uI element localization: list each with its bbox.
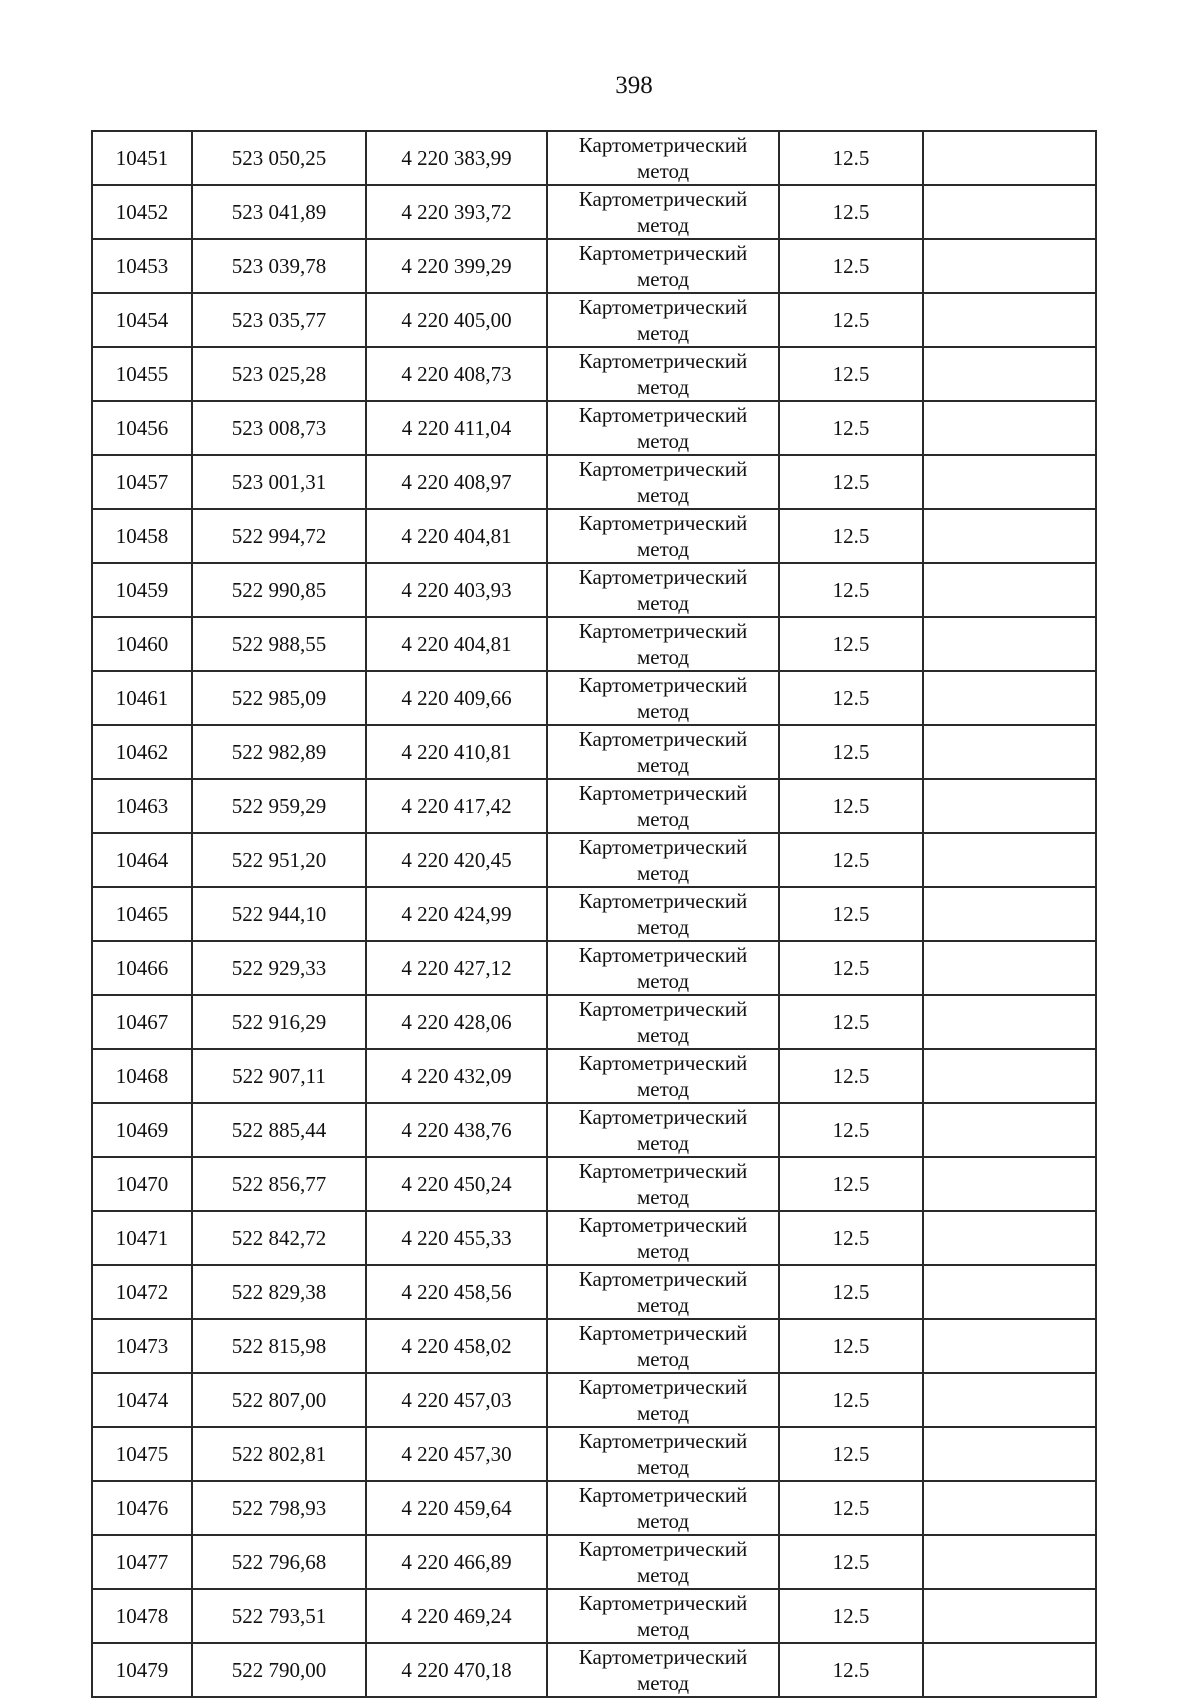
accuracy-cell: 12.5	[779, 779, 923, 833]
note-cell	[923, 563, 1096, 617]
method-line-2: метод	[636, 159, 690, 183]
x-coordinate-cell: 522 790,00	[192, 1643, 366, 1697]
note-cell	[923, 1643, 1096, 1697]
method-cell	[547, 293, 779, 347]
method-line-2: метод	[636, 1617, 690, 1641]
note-cell	[923, 725, 1096, 779]
y-coordinate-cell: 4 220 403,93	[366, 563, 547, 617]
method-line-2: метод	[636, 1185, 690, 1209]
method-line-2: метод	[636, 1401, 690, 1425]
accuracy-cell: 12.5	[779, 1643, 923, 1697]
method-line-2: метод	[636, 591, 690, 615]
y-coordinate-cell: 4 220 409,66	[366, 671, 547, 725]
point-number-cell: 10467	[92, 995, 192, 1049]
table-row	[92, 347, 1096, 401]
table-row	[92, 1103, 1096, 1157]
method-cell	[547, 347, 779, 401]
x-coordinate-cell: 522 798,93	[192, 1481, 366, 1535]
note-cell	[923, 239, 1096, 293]
method-line-1: Картометрический	[578, 241, 748, 265]
method-line-1: Картометрический	[578, 1537, 748, 1561]
note-cell	[923, 509, 1096, 563]
y-coordinate-cell: 4 220 405,00	[366, 293, 547, 347]
method-line-2: метод	[636, 267, 690, 291]
method-line-2: метод	[636, 753, 690, 777]
method-cell	[547, 995, 779, 1049]
point-number-cell: 10470	[92, 1157, 192, 1211]
y-coordinate-cell: 4 220 424,99	[366, 887, 547, 941]
accuracy-cell: 12.5	[779, 509, 923, 563]
method-line-2: метод	[636, 915, 690, 939]
point-number-cell: 10475	[92, 1427, 192, 1481]
point-number-cell: 10451	[92, 131, 192, 185]
method-line-1: Картометрический	[578, 727, 748, 751]
method-line-1: Картометрический	[578, 1375, 748, 1399]
table-row	[92, 239, 1096, 293]
method-cell	[547, 1265, 779, 1319]
method-line-2: метод	[636, 1131, 690, 1155]
method-line-2: метод	[636, 1509, 690, 1533]
x-coordinate-cell: 522 856,77	[192, 1157, 366, 1211]
y-coordinate-cell: 4 220 404,81	[366, 509, 547, 563]
y-coordinate-cell: 4 220 393,72	[366, 185, 547, 239]
table-row	[92, 455, 1096, 509]
point-number-cell: 10468	[92, 1049, 192, 1103]
note-cell	[923, 401, 1096, 455]
method-cell	[547, 131, 779, 185]
method-cell	[547, 779, 779, 833]
method-line-1: Картометрический	[578, 457, 748, 481]
method-line-1: Картометрический	[578, 511, 748, 535]
accuracy-cell: 12.5	[779, 185, 923, 239]
table-row	[92, 995, 1096, 1049]
method-cell	[547, 887, 779, 941]
method-line-1: Картометрический	[578, 1105, 748, 1129]
table-row	[92, 1427, 1096, 1481]
table-row	[92, 563, 1096, 617]
method-cell	[547, 617, 779, 671]
method-line-1: Картометрический	[578, 1267, 748, 1291]
method-cell	[547, 1049, 779, 1103]
method-line-1: Картометрический	[578, 295, 748, 319]
x-coordinate-cell: 522 907,11	[192, 1049, 366, 1103]
method-line-2: метод	[636, 429, 690, 453]
method-cell	[547, 1589, 779, 1643]
method-cell	[547, 1373, 779, 1427]
x-coordinate-cell: 522 988,55	[192, 617, 366, 671]
x-coordinate-cell: 522 951,20	[192, 833, 366, 887]
method-line-1: Картометрический	[578, 997, 748, 1021]
note-cell	[923, 1265, 1096, 1319]
note-cell	[923, 1535, 1096, 1589]
method-line-1: Картометрический	[578, 1213, 748, 1237]
method-cell	[547, 1427, 779, 1481]
method-line-1: Картометрический	[578, 133, 748, 157]
point-number-cell: 10454	[92, 293, 192, 347]
y-coordinate-cell: 4 220 427,12	[366, 941, 547, 995]
accuracy-cell: 12.5	[779, 995, 923, 1049]
method-cell	[547, 1211, 779, 1265]
point-number-cell: 10464	[92, 833, 192, 887]
x-coordinate-cell: 522 959,29	[192, 779, 366, 833]
table-row	[92, 887, 1096, 941]
table-row	[92, 779, 1096, 833]
method-line-2: метод	[636, 483, 690, 507]
method-line-1: Картометрический	[578, 1159, 748, 1183]
method-line-1: Картометрический	[578, 1483, 748, 1507]
point-number-cell: 10463	[92, 779, 192, 833]
note-cell	[923, 887, 1096, 941]
y-coordinate-cell: 4 220 399,29	[366, 239, 547, 293]
table-row	[92, 941, 1096, 995]
point-number-cell: 10477	[92, 1535, 192, 1589]
table-row	[92, 833, 1096, 887]
point-number-cell: 10476	[92, 1481, 192, 1535]
y-coordinate-cell: 4 220 457,30	[366, 1427, 547, 1481]
table-row	[92, 671, 1096, 725]
method-line-1: Картометрический	[578, 1051, 748, 1075]
accuracy-cell: 12.5	[779, 1535, 923, 1589]
accuracy-cell: 12.5	[779, 401, 923, 455]
method-line-2: метод	[636, 1293, 690, 1317]
point-number-cell: 10462	[92, 725, 192, 779]
coordinates-table-body	[92, 131, 1096, 1697]
accuracy-cell: 12.5	[779, 1103, 923, 1157]
y-coordinate-cell: 4 220 458,56	[366, 1265, 547, 1319]
method-line-1: Картометрический	[578, 1591, 748, 1615]
method-line-2: метод	[636, 213, 690, 237]
accuracy-cell: 12.5	[779, 1589, 923, 1643]
point-number-cell: 10474	[92, 1373, 192, 1427]
note-cell	[923, 1373, 1096, 1427]
method-line-1: Картометрический	[578, 781, 748, 805]
table-row	[92, 1373, 1096, 1427]
method-cell	[547, 185, 779, 239]
y-coordinate-cell: 4 220 410,81	[366, 725, 547, 779]
y-coordinate-cell: 4 220 470,18	[366, 1643, 547, 1697]
method-line-2: метод	[636, 1671, 690, 1695]
y-coordinate-cell: 4 220 383,99	[366, 131, 547, 185]
method-line-1: Картометрический	[578, 1429, 748, 1453]
point-number-cell: 10456	[92, 401, 192, 455]
method-line-1: Картометрический	[578, 943, 748, 967]
y-coordinate-cell: 4 220 455,33	[366, 1211, 547, 1265]
point-number-cell: 10472	[92, 1265, 192, 1319]
method-line-1: Картометрический	[578, 835, 748, 859]
x-coordinate-cell: 522 985,09	[192, 671, 366, 725]
x-coordinate-cell: 522 944,10	[192, 887, 366, 941]
accuracy-cell: 12.5	[779, 887, 923, 941]
method-cell	[547, 509, 779, 563]
x-coordinate-cell: 522 929,33	[192, 941, 366, 995]
note-cell	[923, 131, 1096, 185]
accuracy-cell: 12.5	[779, 293, 923, 347]
accuracy-cell: 12.5	[779, 1157, 923, 1211]
accuracy-cell: 12.5	[779, 671, 923, 725]
note-cell	[923, 1049, 1096, 1103]
method-line-2: метод	[636, 1455, 690, 1479]
x-coordinate-cell: 523 008,73	[192, 401, 366, 455]
note-cell	[923, 941, 1096, 995]
method-line-2: метод	[636, 807, 690, 831]
y-coordinate-cell: 4 220 458,02	[366, 1319, 547, 1373]
x-coordinate-cell: 522 829,38	[192, 1265, 366, 1319]
point-number-cell: 10458	[92, 509, 192, 563]
note-cell	[923, 617, 1096, 671]
method-cell	[547, 725, 779, 779]
table-row	[92, 509, 1096, 563]
method-cell	[547, 1643, 779, 1697]
method-line-2: метод	[636, 537, 690, 561]
note-cell	[923, 1211, 1096, 1265]
x-coordinate-cell: 522 990,85	[192, 563, 366, 617]
point-number-cell: 10453	[92, 239, 192, 293]
y-coordinate-cell: 4 220 469,24	[366, 1589, 547, 1643]
y-coordinate-cell: 4 220 466,89	[366, 1535, 547, 1589]
accuracy-cell: 12.5	[779, 617, 923, 671]
method-cell	[547, 1103, 779, 1157]
y-coordinate-cell: 4 220 450,24	[366, 1157, 547, 1211]
point-number-cell: 10452	[92, 185, 192, 239]
page-number: 398	[615, 72, 653, 99]
x-coordinate-cell: 523 001,31	[192, 455, 366, 509]
accuracy-cell: 12.5	[779, 1049, 923, 1103]
y-coordinate-cell: 4 220 457,03	[366, 1373, 547, 1427]
method-cell	[547, 1157, 779, 1211]
note-cell	[923, 1157, 1096, 1211]
x-coordinate-cell: 523 039,78	[192, 239, 366, 293]
accuracy-cell: 12.5	[779, 1373, 923, 1427]
note-cell	[923, 833, 1096, 887]
accuracy-cell: 12.5	[779, 1481, 923, 1535]
x-coordinate-cell: 522 815,98	[192, 1319, 366, 1373]
point-number-cell: 10460	[92, 617, 192, 671]
method-cell	[547, 671, 779, 725]
method-line-2: метод	[636, 1563, 690, 1587]
x-coordinate-cell: 522 982,89	[192, 725, 366, 779]
table-row	[92, 131, 1096, 185]
accuracy-cell: 12.5	[779, 941, 923, 995]
x-coordinate-cell: 523 035,77	[192, 293, 366, 347]
x-coordinate-cell: 522 807,00	[192, 1373, 366, 1427]
method-line-1: Картометрический	[578, 619, 748, 643]
y-coordinate-cell: 4 220 417,42	[366, 779, 547, 833]
x-coordinate-cell: 522 793,51	[192, 1589, 366, 1643]
note-cell	[923, 779, 1096, 833]
note-cell	[923, 347, 1096, 401]
point-number-cell: 10465	[92, 887, 192, 941]
point-number-cell: 10471	[92, 1211, 192, 1265]
coordinates-table	[91, 130, 1097, 1698]
note-cell	[923, 1103, 1096, 1157]
y-coordinate-cell: 4 220 408,73	[366, 347, 547, 401]
point-number-cell: 10469	[92, 1103, 192, 1157]
method-cell	[547, 563, 779, 617]
y-coordinate-cell: 4 220 438,76	[366, 1103, 547, 1157]
table-row	[92, 1481, 1096, 1535]
x-coordinate-cell: 523 050,25	[192, 131, 366, 185]
method-cell	[547, 1481, 779, 1535]
point-number-cell: 10461	[92, 671, 192, 725]
x-coordinate-cell: 523 025,28	[192, 347, 366, 401]
x-coordinate-cell: 522 842,72	[192, 1211, 366, 1265]
note-cell	[923, 1319, 1096, 1373]
table-row	[92, 1211, 1096, 1265]
method-cell	[547, 1319, 779, 1373]
point-number-cell: 10479	[92, 1643, 192, 1697]
point-number-cell: 10459	[92, 563, 192, 617]
y-coordinate-cell: 4 220 408,97	[366, 455, 547, 509]
method-line-2: метод	[636, 645, 690, 669]
note-cell	[923, 185, 1096, 239]
point-number-cell: 10473	[92, 1319, 192, 1373]
method-line-1: Картометрический	[578, 403, 748, 427]
table-row	[92, 1535, 1096, 1589]
note-cell	[923, 455, 1096, 509]
table-row	[92, 1319, 1096, 1373]
method-line-2: метод	[636, 1077, 690, 1101]
method-line-2: метод	[636, 1347, 690, 1371]
note-cell	[923, 293, 1096, 347]
method-cell	[547, 239, 779, 293]
y-coordinate-cell: 4 220 432,09	[366, 1049, 547, 1103]
note-cell	[923, 995, 1096, 1049]
method-line-1: Картометрический	[578, 565, 748, 589]
method-line-2: метод	[636, 1239, 690, 1263]
table-row	[92, 401, 1096, 455]
x-coordinate-cell: 522 802,81	[192, 1427, 366, 1481]
table-row	[92, 1049, 1096, 1103]
table-row	[92, 617, 1096, 671]
method-cell	[547, 1535, 779, 1589]
point-number-cell: 10466	[92, 941, 192, 995]
x-coordinate-cell: 522 885,44	[192, 1103, 366, 1157]
y-coordinate-cell: 4 220 459,64	[366, 1481, 547, 1535]
table-row	[92, 1589, 1096, 1643]
method-cell	[547, 941, 779, 995]
note-cell	[923, 1481, 1096, 1535]
accuracy-cell: 12.5	[779, 833, 923, 887]
method-line-1: Картометрический	[578, 349, 748, 373]
table-row	[92, 185, 1096, 239]
x-coordinate-cell: 523 041,89	[192, 185, 366, 239]
y-coordinate-cell: 4 220 404,81	[366, 617, 547, 671]
x-coordinate-cell: 522 796,68	[192, 1535, 366, 1589]
accuracy-cell: 12.5	[779, 455, 923, 509]
method-line-1: Картометрический	[578, 1645, 748, 1669]
accuracy-cell: 12.5	[779, 563, 923, 617]
method-cell	[547, 455, 779, 509]
accuracy-cell: 12.5	[779, 1319, 923, 1373]
method-line-1: Картометрический	[578, 673, 748, 697]
point-number-cell: 10455	[92, 347, 192, 401]
note-cell	[923, 1589, 1096, 1643]
method-cell	[547, 401, 779, 455]
table-row	[92, 293, 1096, 347]
accuracy-cell: 12.5	[779, 347, 923, 401]
x-coordinate-cell: 522 994,72	[192, 509, 366, 563]
method-line-1: Картометрический	[578, 889, 748, 913]
accuracy-cell: 12.5	[779, 239, 923, 293]
accuracy-cell: 12.5	[779, 1211, 923, 1265]
method-line-2: метод	[636, 375, 690, 399]
method-line-1: Картометрический	[578, 1321, 748, 1345]
table-row	[92, 1643, 1096, 1697]
method-line-2: метод	[636, 321, 690, 345]
y-coordinate-cell: 4 220 411,04	[366, 401, 547, 455]
table-row	[92, 1157, 1096, 1211]
method-line-2: метод	[636, 1023, 690, 1047]
method-line-2: метод	[636, 699, 690, 723]
x-coordinate-cell: 522 916,29	[192, 995, 366, 1049]
table-row	[92, 725, 1096, 779]
y-coordinate-cell: 4 220 428,06	[366, 995, 547, 1049]
method-cell	[547, 833, 779, 887]
note-cell	[923, 1427, 1096, 1481]
method-line-1: Картометрический	[578, 187, 748, 211]
accuracy-cell: 12.5	[779, 725, 923, 779]
accuracy-cell: 12.5	[779, 131, 923, 185]
method-line-2: метод	[636, 969, 690, 993]
y-coordinate-cell: 4 220 420,45	[366, 833, 547, 887]
point-number-cell: 10478	[92, 1589, 192, 1643]
table-row	[92, 1265, 1096, 1319]
method-line-2: метод	[636, 861, 690, 885]
note-cell	[923, 671, 1096, 725]
point-number-cell: 10457	[92, 455, 192, 509]
accuracy-cell: 12.5	[779, 1265, 923, 1319]
accuracy-cell: 12.5	[779, 1427, 923, 1481]
